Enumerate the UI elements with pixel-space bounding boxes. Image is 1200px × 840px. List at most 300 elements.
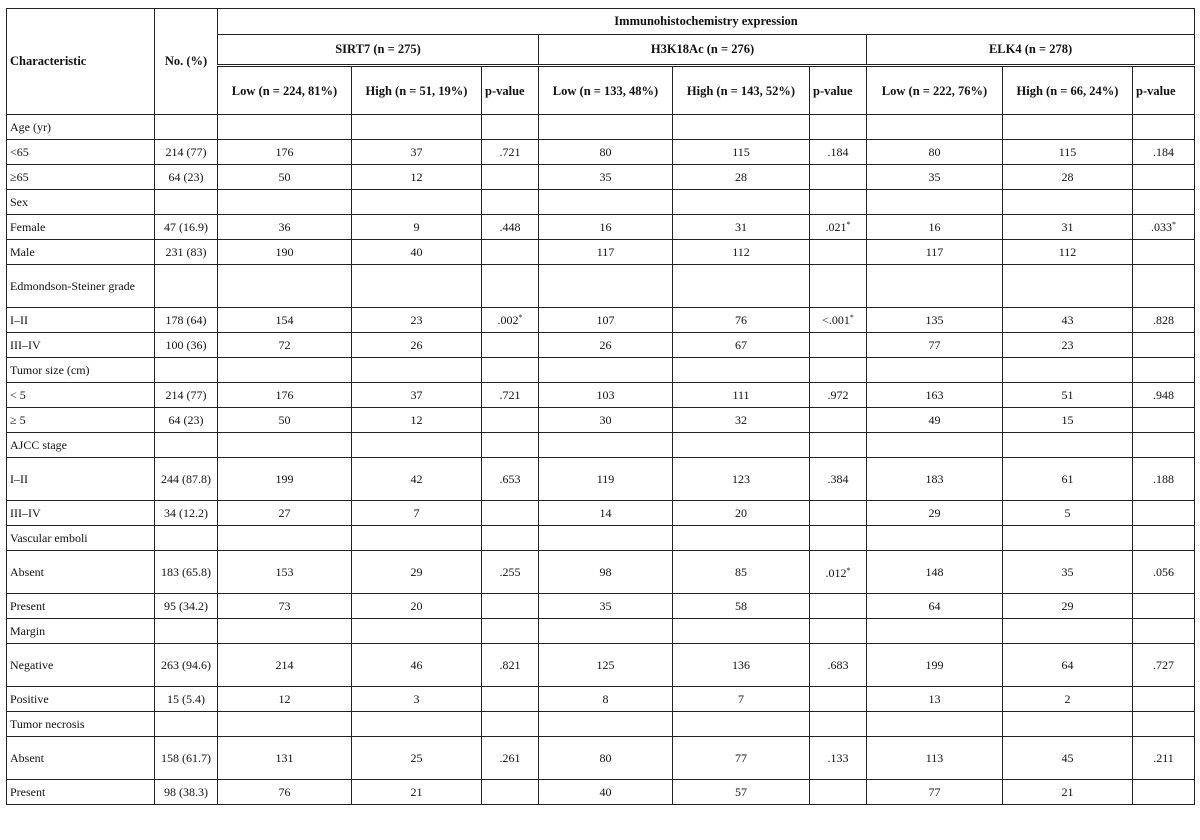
- header-elk4-pvalue: p-value: [1133, 66, 1195, 115]
- cell-value: 15: [1061, 412, 1074, 427]
- cell-value: 176: [275, 144, 294, 159]
- cell-sirt7-low: [218, 308, 352, 333]
- cell-value: 51: [1061, 387, 1074, 402]
- cell-sirt7-pvalue: [482, 165, 539, 190]
- cell-sirt7-low: [218, 433, 352, 458]
- cell-value: 64: [928, 598, 941, 613]
- cell-elk4-pvalue: [1133, 594, 1195, 619]
- cell-value: 5: [1064, 505, 1071, 520]
- cell-h3k18ac-pvalue: [810, 240, 867, 265]
- cell-h3k18ac-pvalue: [810, 712, 867, 737]
- cell-h3k18ac-high: [673, 240, 810, 265]
- cell-value: .021: [825, 219, 847, 234]
- cell-elk4-high: [1003, 408, 1133, 433]
- cell-value: 37: [410, 144, 423, 159]
- cell-sirt7-high: [352, 215, 482, 240]
- cell-elk4-high: [1003, 644, 1133, 687]
- cell-sirt7-low: [218, 190, 352, 215]
- table-row: [7, 501, 1195, 526]
- cell-value: 76: [278, 784, 291, 799]
- cell-value: 76: [735, 312, 747, 327]
- row-no-pct: [155, 433, 218, 458]
- cell-elk4-low: [867, 458, 1003, 501]
- row-label: ≥65: [7, 165, 155, 190]
- cell-value: .056: [1153, 564, 1175, 579]
- cell-h3k18ac-pvalue: [810, 358, 867, 383]
- significance-marker: *: [846, 219, 851, 229]
- header-no-pct: No. (%): [155, 9, 218, 115]
- cell-h3k18ac-high: [673, 190, 810, 215]
- cell-sirt7-pvalue: [482, 358, 539, 383]
- cell-value: <.001: [822, 312, 850, 327]
- cell-sirt7-pvalue: [482, 215, 539, 240]
- cell-value: 199: [275, 471, 294, 486]
- cell-elk4-high: [1003, 358, 1133, 383]
- cell-value: .261: [499, 750, 521, 765]
- row-no-pct: 231 (83): [155, 240, 218, 265]
- cell-value: 35: [1061, 564, 1074, 579]
- table-row: [7, 526, 1195, 551]
- cell-h3k18ac-pvalue: [810, 190, 867, 215]
- cell-sirt7-high: [352, 458, 482, 501]
- cell-sirt7-low: [218, 712, 352, 737]
- cell-h3k18ac-pvalue: [810, 215, 867, 240]
- table-row: [7, 433, 1195, 458]
- cell-sirt7-low: [218, 526, 352, 551]
- cell-value: 80: [599, 750, 612, 765]
- cell-value: 31: [1061, 219, 1074, 234]
- header-characteristic: Characteristic: [7, 9, 155, 115]
- cell-sirt7-pvalue: [482, 501, 539, 526]
- cell-h3k18ac-high: [673, 433, 810, 458]
- header-sirt7-high: High (n = 51, 19%): [352, 66, 482, 115]
- cell-elk4-high: [1003, 240, 1133, 265]
- cell-elk4-pvalue: [1133, 383, 1195, 408]
- cell-value: .828: [1153, 312, 1175, 327]
- cell-sirt7-high: [352, 780, 482, 805]
- cell-value: 28: [1061, 169, 1074, 184]
- header-group-title: Immunohistochemistry expression: [218, 9, 1195, 35]
- cell-elk4-low: [867, 240, 1003, 265]
- cell-elk4-low: [867, 644, 1003, 687]
- cell-h3k18ac-low: [539, 215, 673, 240]
- cell-elk4-low: [867, 333, 1003, 358]
- cell-sirt7-pvalue: [482, 265, 539, 308]
- cell-elk4-high: [1003, 458, 1133, 501]
- table-row: [7, 190, 1195, 215]
- cell-value: 21: [1061, 784, 1074, 799]
- header-h3k18ac-high: High (n = 143, 52%): [673, 66, 810, 115]
- cell-value: .211: [1153, 750, 1174, 765]
- cell-elk4-high: [1003, 383, 1133, 408]
- cell-value: 30: [599, 412, 612, 427]
- cell-h3k18ac-pvalue: [810, 594, 867, 619]
- cell-sirt7-pvalue: [482, 551, 539, 594]
- row-label: Vascular emboli: [7, 526, 155, 551]
- cell-sirt7-pvalue: [482, 594, 539, 619]
- cell-elk4-low: [867, 780, 1003, 805]
- cell-value: 183: [925, 471, 944, 486]
- header-sirt7-pvalue: p-value: [482, 66, 539, 115]
- cell-h3k18ac-pvalue: [810, 408, 867, 433]
- row-label: III–IV: [7, 333, 155, 358]
- cell-value: 35: [928, 169, 941, 184]
- cell-value: 148: [925, 564, 944, 579]
- cell-sirt7-high: [352, 526, 482, 551]
- header-elk4-low: Low (n = 222, 76%): [867, 66, 1003, 115]
- results-table: [6, 8, 1195, 805]
- cell-value: 214: [275, 657, 294, 672]
- cell-sirt7-pvalue: [482, 687, 539, 712]
- cell-value: 98: [599, 564, 612, 579]
- cell-h3k18ac-high: [673, 165, 810, 190]
- cell-value: 3: [413, 691, 420, 706]
- row-label: Male: [7, 240, 155, 265]
- table-row: [7, 712, 1195, 737]
- table-row: [7, 333, 1195, 358]
- cell-elk4-high: [1003, 551, 1133, 594]
- cell-elk4-high: [1003, 308, 1133, 333]
- row-label: Present: [7, 780, 155, 805]
- cell-h3k18ac-high: [673, 780, 810, 805]
- table-row: [7, 265, 1195, 308]
- cell-value: .653: [499, 471, 521, 486]
- cell-value: 77: [928, 784, 941, 799]
- cell-sirt7-pvalue: [482, 383, 539, 408]
- cell-value: 190: [275, 244, 294, 259]
- table-row: [7, 115, 1195, 140]
- table-row: [7, 619, 1195, 644]
- cell-elk4-high: [1003, 737, 1133, 780]
- cell-sirt7-pvalue: [482, 526, 539, 551]
- cell-value: 37: [410, 387, 423, 402]
- cell-elk4-low: [867, 308, 1003, 333]
- row-no-pct: 183 (65.8): [155, 551, 218, 594]
- cell-elk4-low: [867, 501, 1003, 526]
- row-no-pct: 214 (77): [155, 140, 218, 165]
- cell-elk4-low: [867, 594, 1003, 619]
- cell-h3k18ac-high: [673, 526, 810, 551]
- cell-h3k18ac-pvalue: [810, 165, 867, 190]
- row-no-pct: 214 (77): [155, 383, 218, 408]
- cell-sirt7-high: [352, 433, 482, 458]
- table-row: [7, 687, 1195, 712]
- cell-elk4-pvalue: [1133, 433, 1195, 458]
- cell-value: .184: [827, 144, 849, 159]
- row-label: I–II: [7, 308, 155, 333]
- header-marker-sirt7: SIRT7 (n = 275): [218, 35, 539, 66]
- cell-value: 113: [925, 750, 944, 765]
- cell-value: .384: [827, 471, 849, 486]
- cell-sirt7-pvalue: [482, 619, 539, 644]
- cell-elk4-low: [867, 190, 1003, 215]
- cell-value: 199: [925, 657, 944, 672]
- cell-value: .184: [1153, 144, 1175, 159]
- cell-value: 8: [602, 691, 609, 706]
- table-row: [7, 308, 1195, 333]
- cell-sirt7-pvalue: [482, 308, 539, 333]
- cell-h3k18ac-pvalue: [810, 501, 867, 526]
- row-no-pct: 34 (12.2): [155, 501, 218, 526]
- cell-value: 29: [928, 505, 941, 520]
- cell-h3k18ac-low: [539, 526, 673, 551]
- cell-h3k18ac-high: [673, 687, 810, 712]
- cell-sirt7-high: [352, 712, 482, 737]
- cell-elk4-pvalue: [1133, 501, 1195, 526]
- cell-value: 67: [735, 337, 747, 352]
- cell-elk4-high: [1003, 526, 1133, 551]
- cell-elk4-pvalue: [1133, 215, 1195, 240]
- cell-value: 111: [732, 387, 750, 402]
- row-label: < 5: [7, 383, 155, 408]
- cell-value: .002: [497, 312, 519, 327]
- cell-sirt7-high: [352, 687, 482, 712]
- cell-h3k18ac-high: [673, 115, 810, 140]
- row-no-pct: 15 (5.4): [155, 687, 218, 712]
- cell-elk4-pvalue: [1133, 165, 1195, 190]
- cell-elk4-low: [867, 115, 1003, 140]
- cell-elk4-pvalue: [1133, 780, 1195, 805]
- cell-elk4-low: [867, 383, 1003, 408]
- cell-sirt7-low: [218, 644, 352, 687]
- cell-value: 125: [596, 657, 615, 672]
- cell-h3k18ac-low: [539, 619, 673, 644]
- cell-value: 25: [410, 750, 423, 765]
- row-no-pct: [155, 190, 218, 215]
- cell-h3k18ac-pvalue: [810, 333, 867, 358]
- row-no-pct: 178 (64): [155, 308, 218, 333]
- cell-value: 45: [1061, 750, 1074, 765]
- row-no-pct: 100 (36): [155, 333, 218, 358]
- row-no-pct: 244 (87.8): [155, 458, 218, 501]
- cell-elk4-high: [1003, 619, 1133, 644]
- cell-h3k18ac-low: [539, 458, 673, 501]
- cell-value: 13: [928, 691, 941, 706]
- cell-elk4-high: [1003, 115, 1133, 140]
- cell-value: 12: [278, 691, 291, 706]
- cell-value: 107: [596, 312, 615, 327]
- cell-elk4-low: [867, 526, 1003, 551]
- cell-h3k18ac-low: [539, 501, 673, 526]
- row-label: III–IV: [7, 501, 155, 526]
- cell-sirt7-pvalue: [482, 712, 539, 737]
- cell-h3k18ac-low: [539, 433, 673, 458]
- cell-value: 28: [735, 169, 747, 184]
- cell-h3k18ac-low: [539, 712, 673, 737]
- cell-elk4-pvalue: [1133, 712, 1195, 737]
- cell-h3k18ac-pvalue: [810, 687, 867, 712]
- cell-value: 135: [925, 312, 944, 327]
- cell-elk4-high: [1003, 165, 1133, 190]
- cell-elk4-high: [1003, 594, 1133, 619]
- cell-value: 72: [278, 337, 291, 352]
- significance-marker: *: [846, 566, 851, 575]
- cell-elk4-high: [1003, 140, 1133, 165]
- row-label: I–II: [7, 458, 155, 501]
- cell-value: 136: [732, 657, 750, 672]
- table-row: [7, 140, 1195, 165]
- cell-sirt7-pvalue: [482, 115, 539, 140]
- cell-value: .948: [1153, 387, 1175, 402]
- table-row: [7, 458, 1195, 501]
- cell-sirt7-high: [352, 140, 482, 165]
- cell-elk4-pvalue: [1133, 408, 1195, 433]
- cell-h3k18ac-high: [673, 215, 810, 240]
- cell-elk4-pvalue: [1133, 458, 1195, 501]
- table-row: [7, 240, 1195, 265]
- cell-elk4-pvalue: [1133, 115, 1195, 140]
- cell-h3k18ac-pvalue: [810, 644, 867, 687]
- cell-elk4-pvalue: [1133, 737, 1195, 780]
- cell-sirt7-high: [352, 737, 482, 780]
- cell-value: 123: [732, 471, 750, 486]
- cell-h3k18ac-high: [673, 501, 810, 526]
- cell-elk4-low: [867, 737, 1003, 780]
- cell-value: 7: [738, 691, 744, 706]
- cell-value: 117: [596, 244, 615, 259]
- row-no-pct: [155, 619, 218, 644]
- cell-h3k18ac-low: [539, 308, 673, 333]
- cell-h3k18ac-high: [673, 644, 810, 687]
- table-row: [7, 780, 1195, 805]
- cell-sirt7-high: [352, 358, 482, 383]
- cell-value: 40: [599, 784, 612, 799]
- cell-h3k18ac-low: [539, 165, 673, 190]
- cell-sirt7-high: [352, 501, 482, 526]
- cell-h3k18ac-low: [539, 737, 673, 780]
- cell-value: 73: [278, 598, 291, 613]
- cell-value: 21: [410, 784, 423, 799]
- row-label: Absent: [7, 737, 155, 780]
- cell-value: .033: [1151, 219, 1173, 234]
- row-label: Tumor necrosis: [7, 712, 155, 737]
- cell-elk4-high: [1003, 501, 1133, 526]
- cell-sirt7-low: [218, 333, 352, 358]
- cell-value: 7: [413, 505, 420, 520]
- cell-value: 2: [1064, 691, 1071, 706]
- cell-h3k18ac-high: [673, 308, 810, 333]
- row-no-pct: 263 (94.6): [155, 644, 218, 687]
- cell-elk4-pvalue: [1133, 140, 1195, 165]
- cell-elk4-low: [867, 687, 1003, 712]
- cell-value: .133: [827, 750, 849, 765]
- cell-h3k18ac-low: [539, 383, 673, 408]
- row-label: ≥ 5: [7, 408, 155, 433]
- header-elk4-high: High (n = 66, 24%): [1003, 66, 1133, 115]
- cell-sirt7-high: [352, 408, 482, 433]
- cell-elk4-pvalue: [1133, 333, 1195, 358]
- cell-sirt7-low: [218, 458, 352, 501]
- cell-h3k18ac-pvalue: [810, 383, 867, 408]
- cell-h3k18ac-low: [539, 687, 673, 712]
- cell-h3k18ac-pvalue: [810, 308, 867, 333]
- cell-sirt7-pvalue: [482, 458, 539, 501]
- cell-value: 50: [278, 169, 291, 184]
- row-label: AJCC stage: [7, 433, 155, 458]
- header-h3k18ac-pvalue: p-value: [810, 66, 867, 115]
- cell-value: 57: [735, 784, 747, 799]
- cell-value: 154: [275, 312, 294, 327]
- cell-h3k18ac-high: [673, 619, 810, 644]
- cell-value: 50: [278, 412, 291, 427]
- cell-sirt7-high: [352, 619, 482, 644]
- table-row: [7, 594, 1195, 619]
- table-row: [7, 165, 1195, 190]
- cell-sirt7-pvalue: [482, 140, 539, 165]
- cell-elk4-pvalue: [1133, 358, 1195, 383]
- table-row: [7, 383, 1195, 408]
- cell-sirt7-high: [352, 265, 482, 308]
- cell-sirt7-low: [218, 551, 352, 594]
- cell-h3k18ac-low: [539, 644, 673, 687]
- cell-sirt7-low: [218, 115, 352, 140]
- row-no-pct: 158 (61.7): [155, 737, 218, 780]
- row-label: Absent: [7, 551, 155, 594]
- cell-h3k18ac-low: [539, 780, 673, 805]
- cell-value: .012: [825, 566, 847, 580]
- table-row: [7, 737, 1195, 780]
- cell-value: .727: [1153, 657, 1175, 672]
- table-row: [7, 358, 1195, 383]
- row-no-pct: [155, 115, 218, 140]
- cell-value: 12: [410, 169, 423, 184]
- cell-h3k18ac-low: [539, 594, 673, 619]
- cell-sirt7-high: [352, 551, 482, 594]
- row-label: Margin: [7, 619, 155, 644]
- cell-value: 115: [1058, 144, 1077, 159]
- cell-sirt7-low: [218, 594, 352, 619]
- cell-sirt7-high: [352, 190, 482, 215]
- row-no-pct: 47 (16.9): [155, 215, 218, 240]
- cell-h3k18ac-low: [539, 551, 673, 594]
- cell-sirt7-low: [218, 619, 352, 644]
- cell-elk4-low: [867, 551, 1003, 594]
- cell-h3k18ac-pvalue: [810, 458, 867, 501]
- cell-h3k18ac-low: [539, 333, 673, 358]
- cell-elk4-low: [867, 140, 1003, 165]
- header-h3k18ac-low: Low (n = 133, 48%): [539, 66, 673, 115]
- significance-marker: *: [849, 312, 854, 322]
- cell-h3k18ac-high: [673, 408, 810, 433]
- cell-sirt7-low: [218, 215, 352, 240]
- cell-value: 16: [928, 219, 941, 234]
- cell-sirt7-low: [218, 358, 352, 383]
- table-body: [7, 115, 1195, 805]
- cell-value: 64: [1061, 657, 1074, 672]
- cell-value: 131: [275, 750, 294, 765]
- row-label: Female: [7, 215, 155, 240]
- cell-value: 77: [928, 337, 941, 352]
- cell-value: 9: [413, 219, 420, 234]
- cell-elk4-high: [1003, 712, 1133, 737]
- cell-value: 16: [599, 219, 612, 234]
- cell-sirt7-low: [218, 408, 352, 433]
- cell-value: 36: [278, 219, 291, 234]
- cell-h3k18ac-low: [539, 190, 673, 215]
- cell-sirt7-high: [352, 644, 482, 687]
- cell-value: 20: [410, 598, 423, 613]
- row-no-pct: 64 (23): [155, 165, 218, 190]
- cell-value: 42: [410, 471, 423, 486]
- cell-sirt7-high: [352, 594, 482, 619]
- header-marker-elk4: ELK4 (n = 278): [867, 35, 1195, 66]
- cell-sirt7-pvalue: [482, 240, 539, 265]
- cell-sirt7-high: [352, 383, 482, 408]
- cell-value: 119: [596, 471, 615, 486]
- cell-elk4-high: [1003, 687, 1133, 712]
- cell-value: 85: [735, 564, 747, 579]
- cell-elk4-low: [867, 358, 1003, 383]
